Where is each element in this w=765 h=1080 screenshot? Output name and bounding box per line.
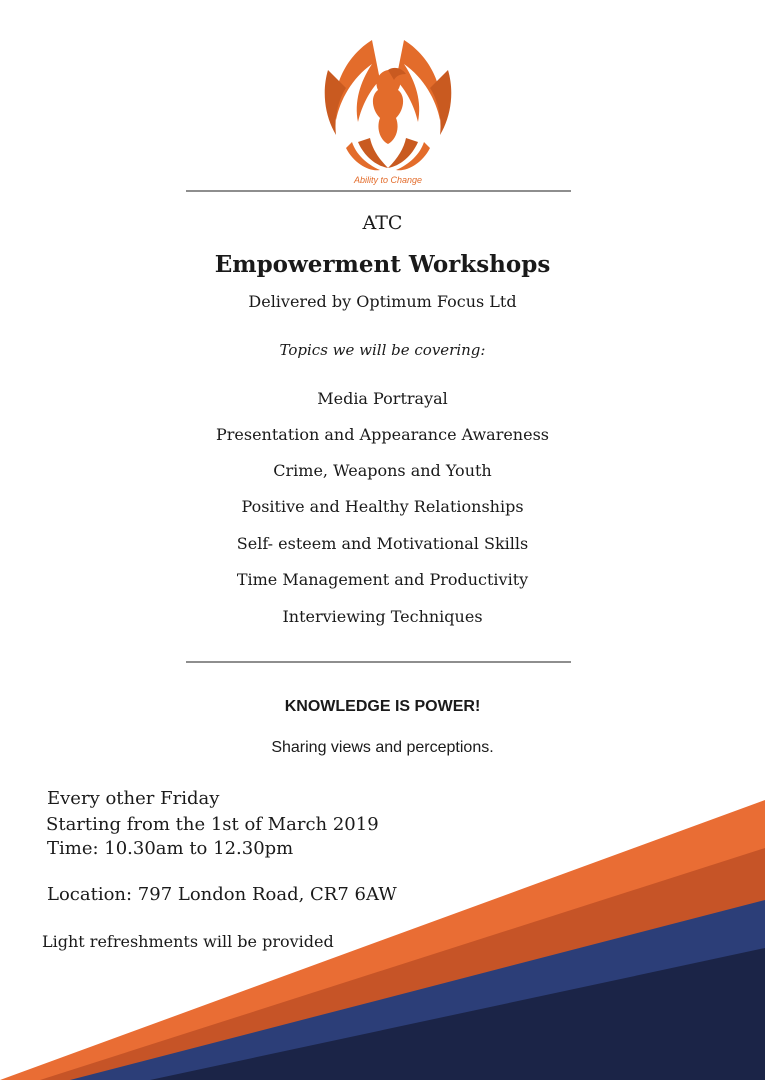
schedule-frequency: Every other Friday — [47, 788, 220, 809]
org-name: ATC — [362, 212, 403, 234]
logo-tagline: Ability to Change — [353, 175, 423, 185]
topic-item: Positive and Healthy Relationships — [241, 497, 524, 516]
slogan: KNOWLEDGE IS POWER! — [284, 698, 481, 715]
start-date: Starting from the 1st of March 2019 — [46, 814, 379, 835]
topic-item: Media Portrayal — [317, 389, 448, 408]
refreshments-note: Light refreshments will be provided — [42, 932, 334, 951]
topic-item: Presentation and Appearance Awareness — [215, 425, 549, 444]
topics-heading: Topics we will be covering: — [279, 341, 486, 359]
topic-item: Crime, Weapons and Youth — [273, 461, 492, 480]
subtitle: Delivered by Optimum Focus Ltd — [248, 292, 517, 311]
page-title: Empowerment Workshops — [214, 251, 551, 278]
topic-item: Self- esteem and Motivational Skills — [236, 534, 529, 553]
topic-item: Interviewing Techniques — [282, 607, 483, 626]
location: Location: 797 London Road, CR7 6AW — [47, 884, 397, 905]
tagline: Sharing views and perceptions. — [271, 739, 494, 756]
session-time: Time: 10.30am to 12.30pm — [47, 838, 294, 859]
topic-item: Time Management and Productivity — [236, 570, 529, 589]
